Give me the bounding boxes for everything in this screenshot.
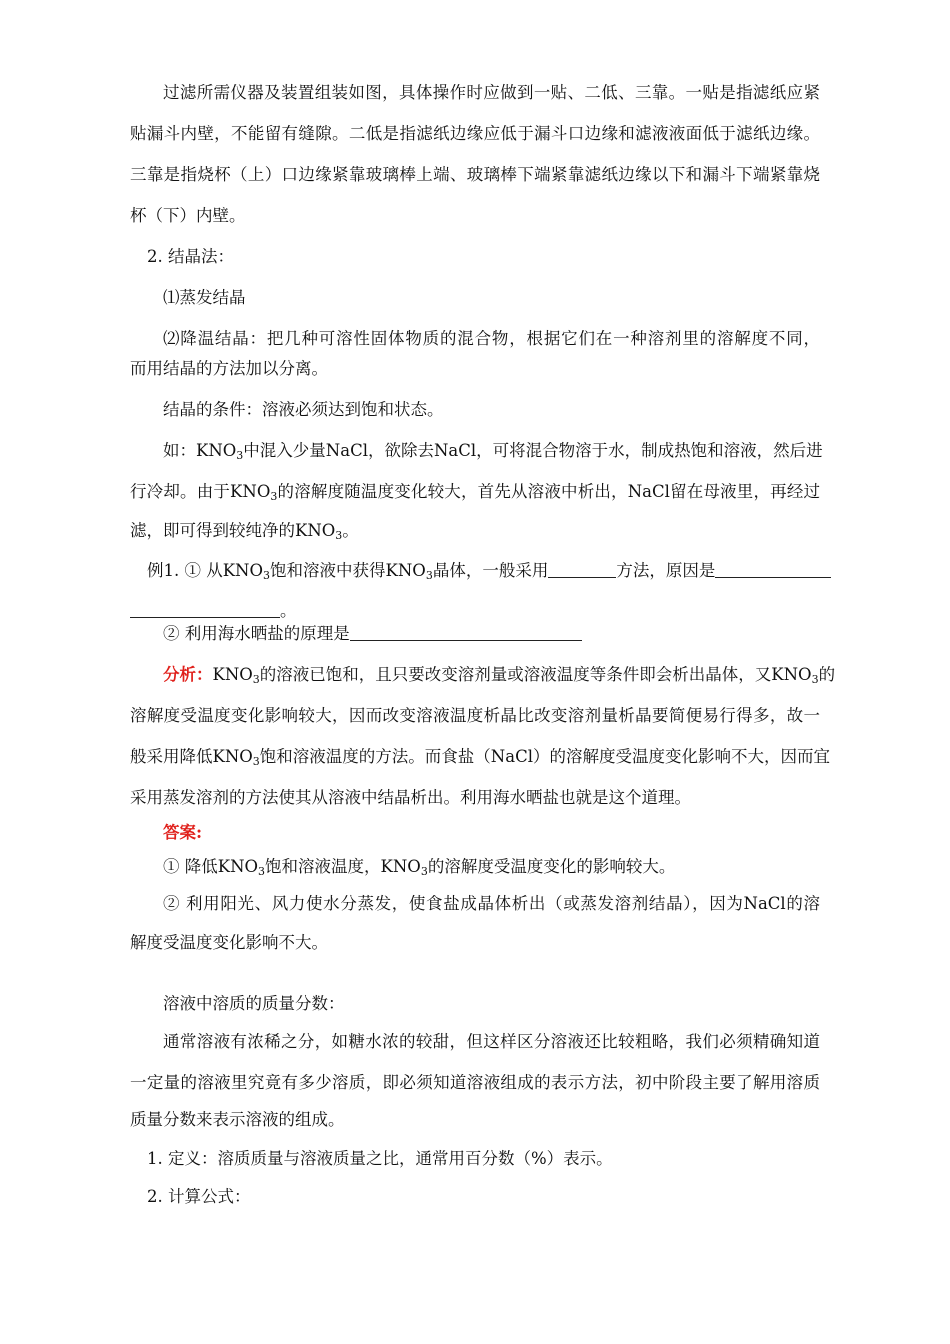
crystallization-condition: 结晶的条件：溶液必须达到饱和状态。 — [163, 400, 444, 419]
answer-blank-reason-cont — [130, 601, 280, 618]
example1-question-1-cont: 。 — [130, 600, 297, 622]
crystallization-heading: 2. 结晶法： — [147, 247, 234, 266]
analysis-line-2: 溶解度受温度变化影响较大，因而改变溶液温度析晶比改变溶剂量析晶要简便易行得多，故一 — [130, 706, 820, 725]
analysis-label: 分析： — [163, 665, 213, 684]
analysis-line-3: 般采用降低$KNO_3$饱和溶液温度的方法。而食盐（NaCl）的溶解度受温度变化影响不大，因而宜 — [130, 747, 830, 768]
analysis-line-4: 采用蒸发溶剂的方法使其从溶液中结晶析出。利用海水晒盐也就是这个道理。 — [130, 788, 691, 807]
mass-fraction-line-3: 质量分数来表示溶液的组成。 — [130, 1110, 345, 1129]
example-line-3: 滤，即可得到较纯净的$KNO_3$。 — [130, 521, 359, 542]
filtration-line-1: 过滤所需仪器及装置组装如图，具体操作时应做到一贴、二低、三靠。一贴是指滤纸应紧 — [163, 83, 820, 102]
filtration-line-2: 贴漏斗内壁，不能留有缝隙。二低是指滤纸边缘应低于漏斗口边缘和滤液液面低于滤纸边缘。 — [130, 124, 820, 143]
definition: 1. 定义：溶质质量与溶液质量之比，通常用百分数（%）表示。 — [147, 1149, 613, 1168]
example1-question-1: 例1. ① 从$KNO_3$饱和溶液中获得$KNO_3$晶体，一般采用 方法，原因是 — [147, 560, 831, 582]
analysis-line-1: 分析：$KNO_3$的溶液已饱和，且只要改变溶剂量或溶液温度等条件即会析出晶体，又$KNO_3$的 — [163, 665, 836, 686]
answer-1: ① 降低$KNO_3$饱和溶液温度，$KNO_3$的溶解度受温度变化的影响较大。 — [163, 857, 676, 878]
filtration-line-3: 三靠是指烧杯（上）口边缘紧靠玻璃棒上端、玻璃棒下端紧靠滤纸边缘以下和漏斗下端紧靠烧 — [130, 165, 820, 184]
mass-fraction-heading: 溶液中溶质的质量分数： — [163, 994, 345, 1013]
mass-fraction-line-2: 一定量的溶液里究竟有多少溶质，即必须知道溶液组成的表示方法，初中阶段主要了解用溶质 — [130, 1073, 820, 1092]
answer-blank-reason — [715, 561, 831, 578]
cooling-crystallization-line-2: 而用结晶的方法加以分离。 — [130, 359, 328, 378]
example1-question-2: ② 利用海水晒盐的原理是 — [163, 623, 582, 645]
answer-2-line-2: 解度受温度变化影响不大。 — [130, 933, 328, 952]
example-line-1: 如：$KNO_3$中混入少量NaCl，欲除去NaCl，可将混合物溶于水，制成热饱和溶液，然后进 — [163, 441, 823, 462]
answer-blank-method — [548, 561, 616, 578]
formula-heading: 2. 计算公式： — [147, 1187, 251, 1206]
answer-label: 答案: — [163, 823, 203, 842]
answer-blank-sea-salt — [350, 624, 582, 641]
example-line-2: 行冷却。由于$KNO_3$的溶解度随温度变化较大，首先从溶液中析出，NaCl留在母液里，再经过 — [130, 482, 820, 503]
mass-fraction-line-1: 通常溶液有浓稀之分，如糖水浓的较甜，但这样区分溶液还比较粗略，我们必须精确知道 — [163, 1032, 820, 1051]
answer-2-line-1: ② 利用阳光、风力使水分蒸发，使食盐成晶体析出（或蒸发溶剂结晶），因为NaCl的溶 — [163, 894, 820, 913]
filtration-line-4: 杯（下）内壁。 — [130, 206, 246, 225]
evaporation-crystallization: ⑴蒸发结晶 — [163, 288, 246, 307]
cooling-crystallization-line-1: ⑵降温结晶：把几种可溶性固体物质的混合物，根据它们在一种溶剂里的溶解度不同， — [163, 329, 820, 348]
